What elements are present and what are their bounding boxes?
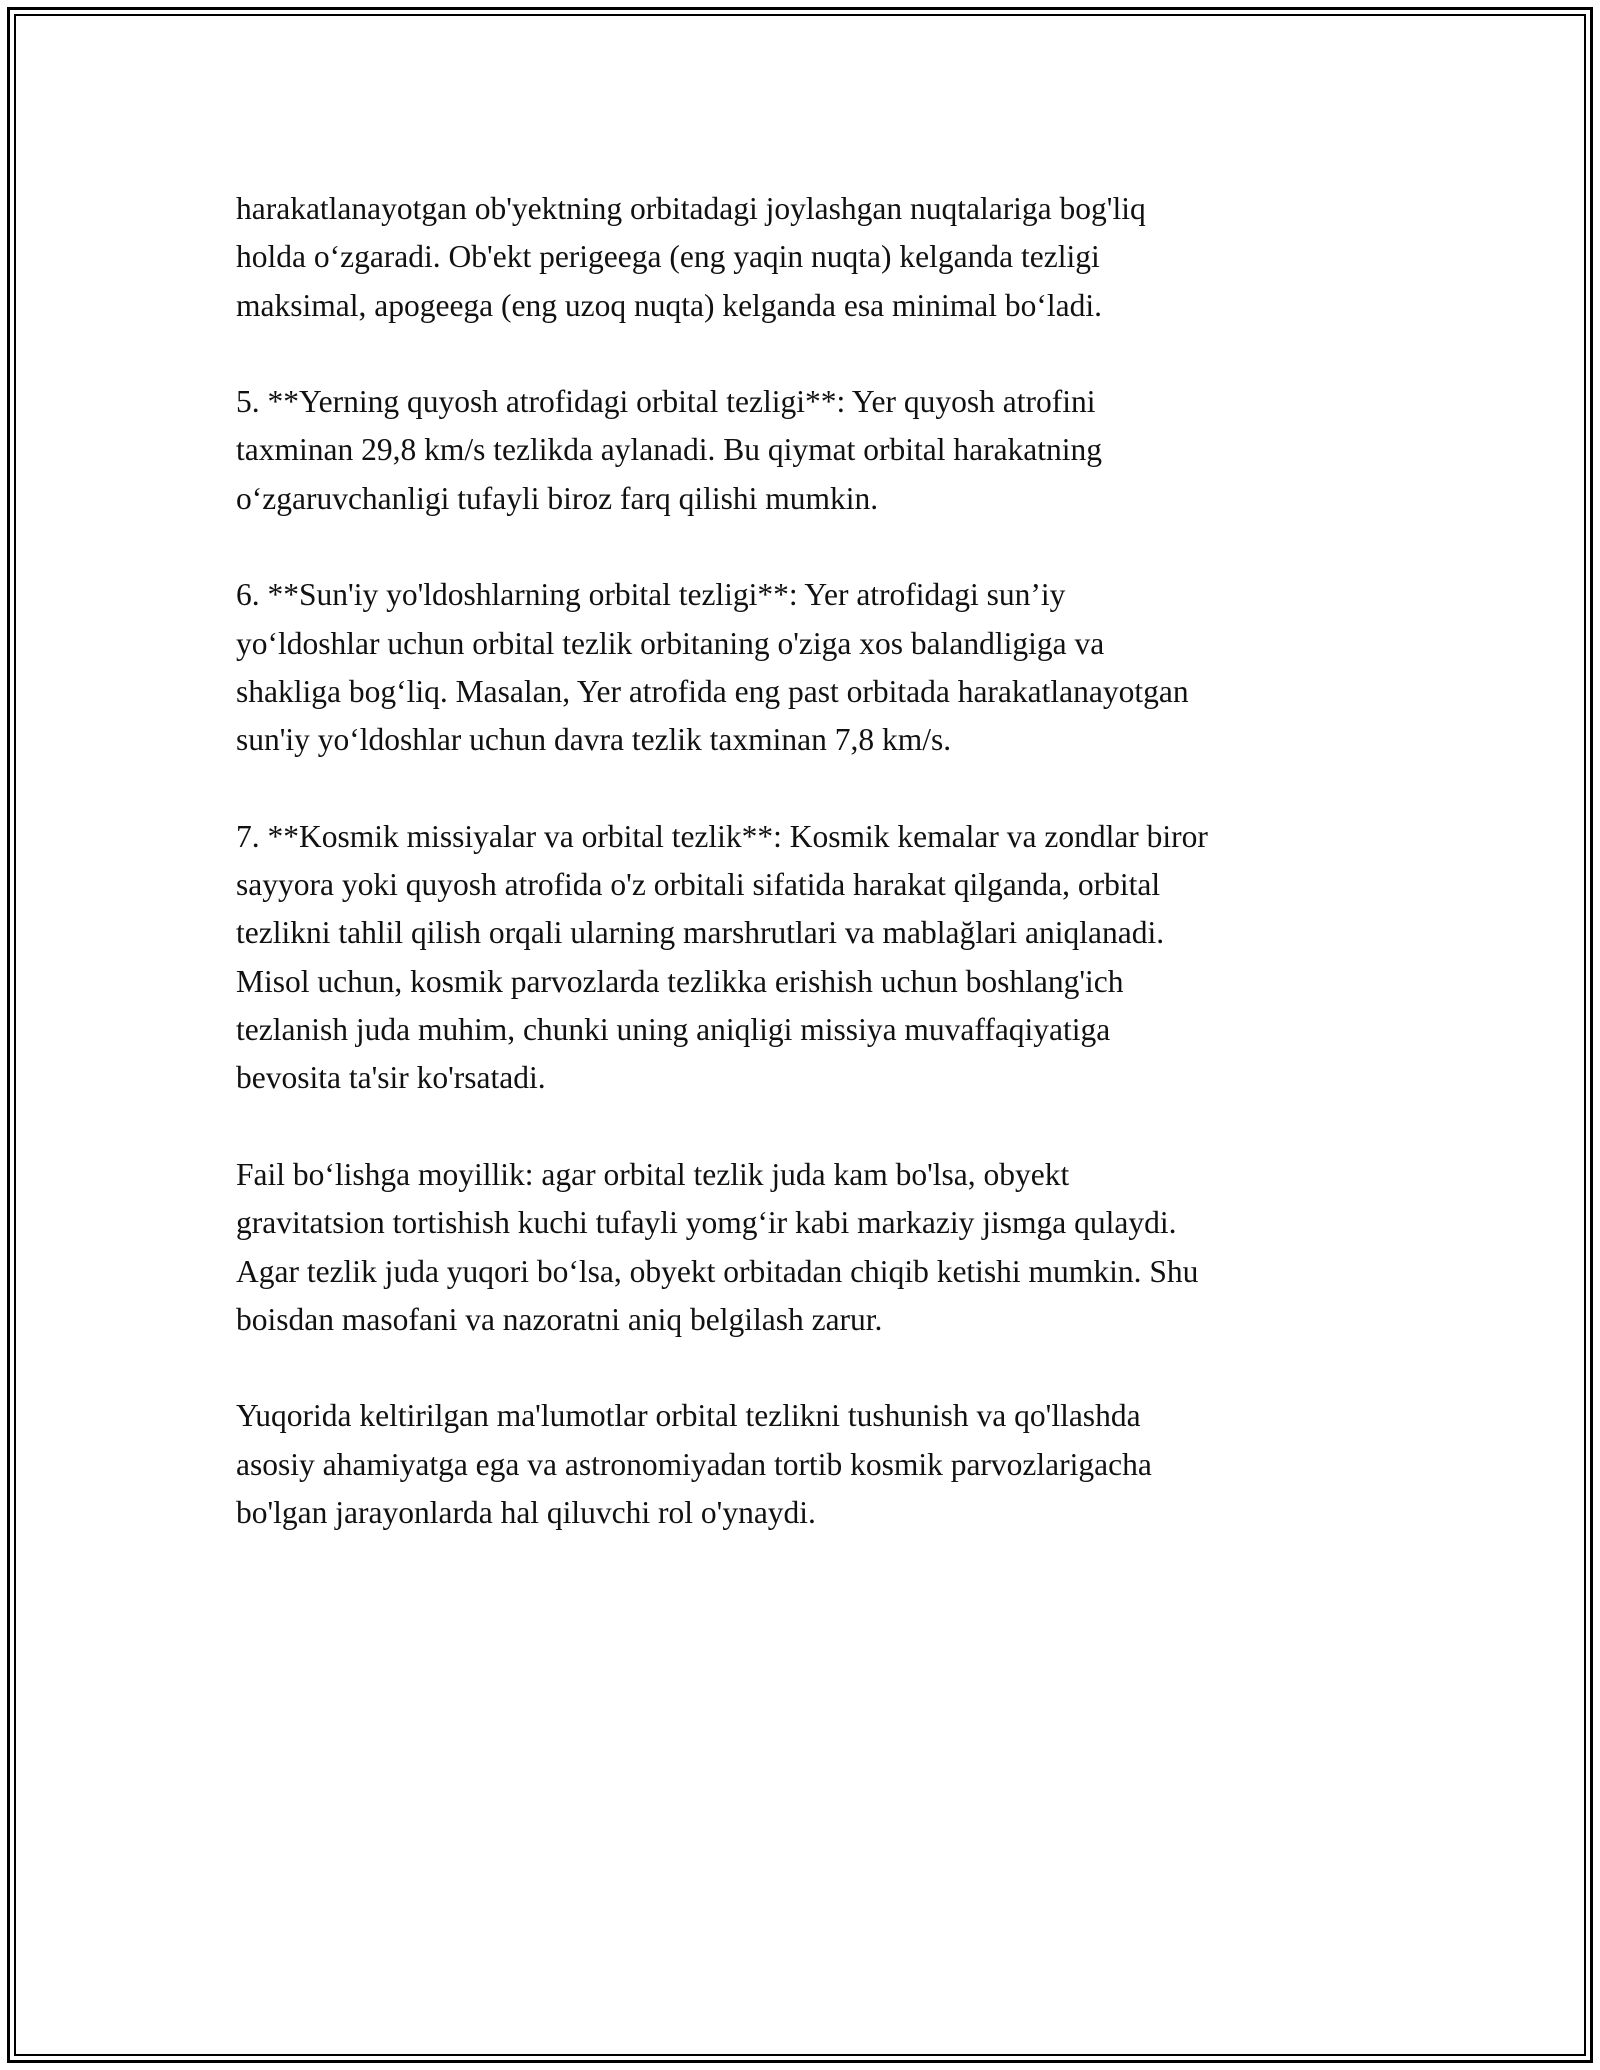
paragraph-failure-tendency: Fail bo‘lishga moyillik: agar orbital tezlik juda kam bo'lsa, obyekt gravitatsion tortishish kuchi tufayli yomg‘ir kabi markaziy jismga qulaydi. Agar tezlik juda yuqori bo‘lsa, obyekt orbitadan chiqib ketishi mumkin. Shu boisdan masofani va nazoratni aniq belgilash zarur. xyxy=(236,1156,1199,1337)
paragraph-satellite-orbital-speed: 6. **Sun'iy yo'ldoshlarning orbital tezligi**: Yer atrofidagi sun’iy yo‘ldoshlar uchun orbital tezlik orbitaning o'ziga xos balandligiga va shakliga bog‘liq. Masalan, Yer atrofida eng past orbitada harakatlanayotgan sun'iy yo‘ldoshlar uchun davra tezlik taxminan 7,8 km/s. xyxy=(236,577,1189,758)
paragraph-earth-orbital-speed: 5. **Yerning quyosh atrofidagi orbital tezligi**: Yer quyosh atrofini taxminan 29,8 km/s tezlikda aylanadi. Bu qiymat orbital harakatning o‘zgaruvchanligi tufayli biroz farq qilishi mumkin. xyxy=(236,384,1103,516)
paragraph-orbital-variation: harakatlanayotgan ob'yektning orbitadagi joylashgan nuqtalariga bog'liq holda o‘zgaradi. Ob'ekt perigeega (eng yaqin nuqta) kelganda tezligi maksimal, apogeega (eng uzoq nuqta) kelganda esa minimal bo‘ladi. xyxy=(236,191,1146,323)
document-body xyxy=(236,185,1376,1586)
paragraph-space-missions: 7. **Kosmik missiyalar va orbital tezlik**: Kosmik kemalar va zondlar biror sayyora yoki quyosh atrofida o'z orbitali sifatida harakat qilganda, orbital tezlikni tahlil qilish orqali ularning marshrutlari va mablağlari aniqlanadi. Misol uchun, kosmik parvozlarda tezlikka erishish uchun boshlang'ich tezlanish juda muhim, chunki uning aniqligi missiya muvaffaqiyatiga bevosita ta'sir ko'rsatadi. xyxy=(236,818,1208,1096)
paragraph-conclusion: Yuqorida keltirilgan ma'lumotlar orbital tezlikni tushunish va qo'llashda asosiy ahamiyatga ega va astronomiyadan tortib kosmik parvozlarigacha bo'lgan jarayonlarda hal qiluvchi rol o'ynaydi. xyxy=(236,1398,1152,1531)
